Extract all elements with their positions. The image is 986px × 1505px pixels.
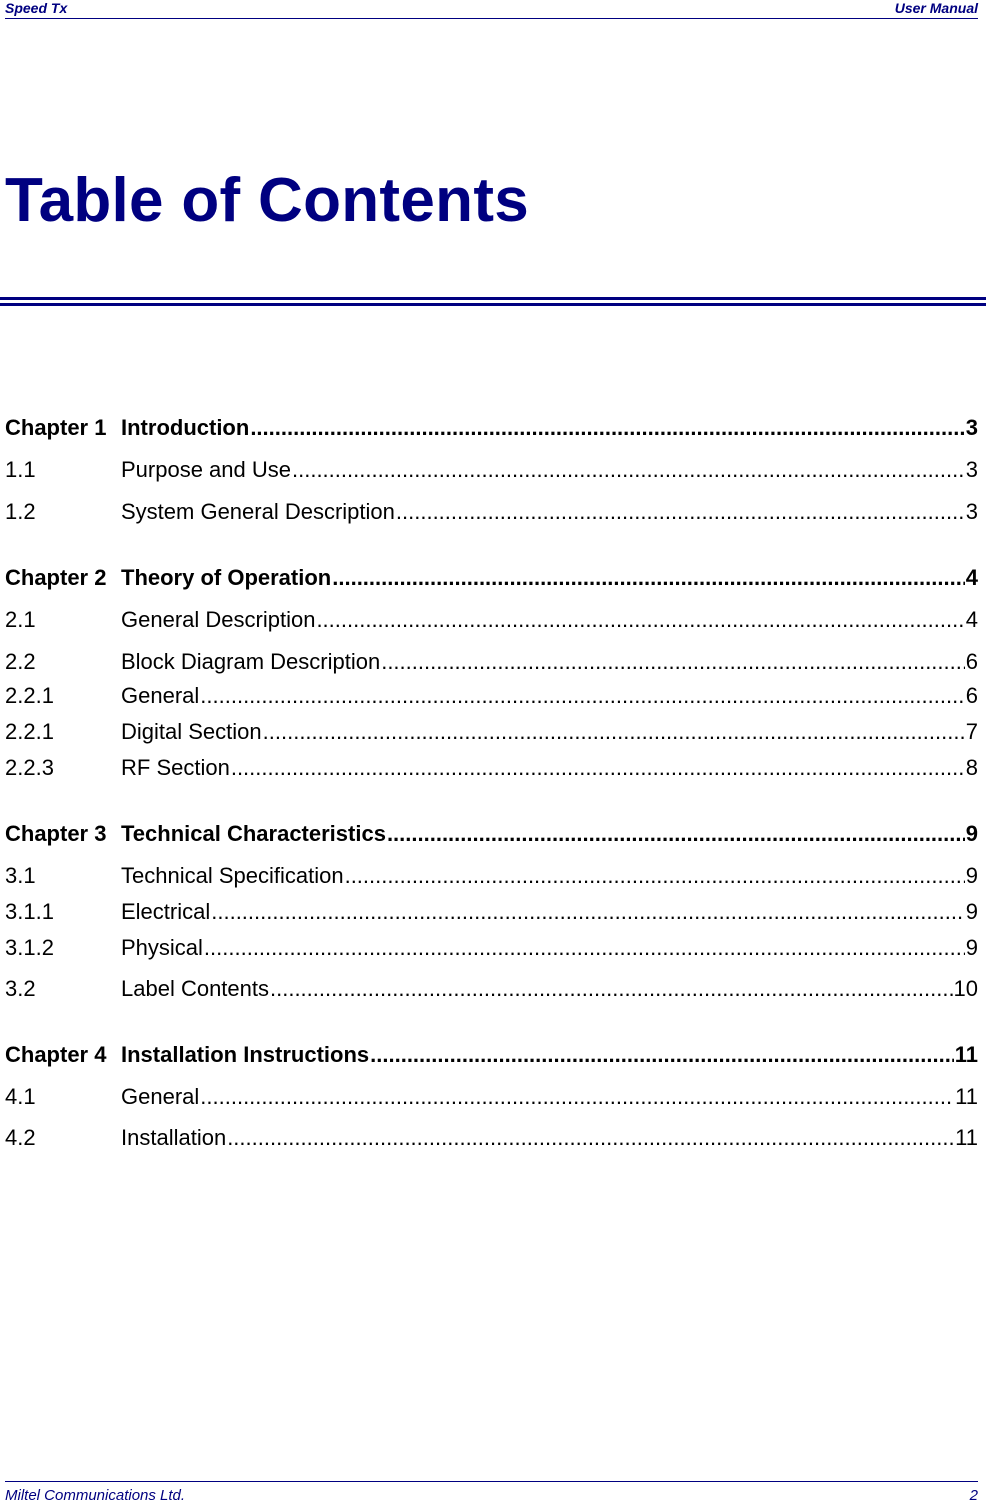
toc-leader bbox=[332, 565, 965, 591]
footer-company-name: Miltel Communications Ltd. bbox=[5, 1487, 186, 1504]
toc-page-number: 10 bbox=[953, 976, 978, 1001]
toc-number: Chapter 1 bbox=[5, 415, 107, 440]
toc-number: Chapter 3 bbox=[5, 821, 107, 846]
page-title: Table of Contents bbox=[5, 166, 530, 235]
toc-number: 2.1 bbox=[5, 607, 36, 632]
toc-heading: Technical Specification bbox=[121, 863, 344, 888]
toc-heading: Theory of Operation bbox=[121, 565, 332, 590]
toc-leader bbox=[227, 1125, 954, 1151]
toc-page-number: 6 bbox=[965, 649, 978, 674]
toc-number: 3.1 bbox=[5, 863, 36, 888]
toc-chapter-2[interactable] bbox=[5, 565, 978, 591]
toc-number: 4.1 bbox=[5, 1084, 36, 1109]
header-document-title: Speed Tx bbox=[5, 0, 68, 16]
toc-number: Chapter 4 bbox=[5, 1042, 107, 1067]
toc-number: 3.1.2 bbox=[5, 935, 54, 960]
toc-section-2-2-1-digital[interactable] bbox=[5, 719, 978, 745]
toc-heading: General bbox=[121, 683, 200, 708]
toc-page-number: 7 bbox=[965, 719, 978, 744]
toc-heading: System General Description bbox=[121, 499, 395, 524]
toc-page-number: 9 bbox=[965, 863, 978, 888]
toc-heading: Digital Section bbox=[121, 719, 262, 744]
toc-number: 2.2 bbox=[5, 649, 36, 674]
toc-number: 1.2 bbox=[5, 499, 36, 524]
toc-heading: Physical bbox=[121, 935, 203, 960]
toc-leader bbox=[387, 821, 965, 847]
toc-leader bbox=[200, 1084, 954, 1110]
toc-heading: Block Diagram Description bbox=[121, 649, 381, 674]
toc-leader bbox=[204, 935, 965, 961]
toc-leader bbox=[370, 1042, 954, 1068]
toc-number: 4.2 bbox=[5, 1125, 36, 1150]
toc-number: 3.1.1 bbox=[5, 899, 54, 924]
toc-leader bbox=[396, 499, 965, 525]
toc-number: 2.2.3 bbox=[5, 755, 54, 780]
page-footer bbox=[5, 1481, 978, 1504]
toc-leader bbox=[250, 415, 964, 441]
page-header bbox=[5, 0, 978, 19]
toc-number: 2.2.1 bbox=[5, 683, 54, 708]
toc-heading: General Description bbox=[121, 607, 316, 632]
title-divider-top bbox=[0, 297, 986, 300]
toc-page-number: 6 bbox=[965, 683, 978, 708]
toc-page-number: 9 bbox=[965, 899, 978, 924]
toc-page-number: 4 bbox=[965, 607, 978, 632]
toc-page-number: 4 bbox=[965, 565, 978, 590]
toc-number: 3.2 bbox=[5, 976, 36, 1001]
toc-leader bbox=[345, 863, 965, 889]
toc-section-2-2[interactable] bbox=[5, 649, 978, 675]
toc-section-3-1-1[interactable] bbox=[5, 899, 978, 925]
title-divider-bottom bbox=[0, 303, 986, 306]
toc-leader bbox=[292, 457, 965, 483]
toc-page-number: 3 bbox=[965, 499, 978, 524]
toc-heading: Label Contents bbox=[121, 976, 269, 1001]
toc-heading: Installation Instructions bbox=[121, 1042, 370, 1067]
toc-chapter-3[interactable] bbox=[5, 821, 978, 847]
footer-page-number: 2 bbox=[969, 1487, 978, 1504]
toc-section-1-2[interactable] bbox=[5, 499, 978, 525]
toc-heading: Installation bbox=[121, 1125, 227, 1150]
toc-page-number: 11 bbox=[955, 1084, 978, 1109]
toc-number: 1.1 bbox=[5, 457, 36, 482]
toc-heading: Introduction bbox=[121, 415, 250, 440]
toc-chapter-1[interactable] bbox=[5, 415, 978, 441]
toc-leader bbox=[316, 607, 964, 633]
toc-section-1-1[interactable] bbox=[5, 457, 978, 483]
toc-leader bbox=[200, 683, 964, 709]
toc-section-4-1[interactable] bbox=[5, 1084, 978, 1110]
toc-heading: Technical Characteristics bbox=[121, 821, 386, 846]
toc-section-3-1-2[interactable] bbox=[5, 935, 978, 961]
toc-heading: General bbox=[121, 1084, 200, 1109]
toc-section-2-1[interactable] bbox=[5, 607, 978, 633]
toc-page-number: 11 bbox=[955, 1125, 978, 1150]
toc-leader bbox=[211, 899, 965, 925]
toc-section-2-2-1-general[interactable] bbox=[5, 683, 978, 709]
toc-page-number: 11 bbox=[954, 1042, 978, 1067]
toc-page-number: 8 bbox=[965, 755, 978, 780]
toc-section-2-2-3[interactable] bbox=[5, 755, 978, 781]
toc-page-number: 9 bbox=[965, 821, 978, 846]
toc-leader bbox=[270, 976, 953, 1002]
toc-heading: Electrical bbox=[121, 899, 211, 924]
toc-section-3-1[interactable] bbox=[5, 863, 978, 889]
header-document-type: User Manual bbox=[894, 0, 978, 16]
toc-section-4-2[interactable] bbox=[5, 1125, 978, 1151]
toc-leader bbox=[263, 719, 965, 745]
toc-page-number: 3 bbox=[965, 457, 978, 482]
toc-number: Chapter 2 bbox=[5, 565, 107, 590]
toc-section-3-2[interactable] bbox=[5, 976, 978, 1002]
toc-chapter-4[interactable] bbox=[5, 1042, 978, 1068]
toc-number: 2.2.1 bbox=[5, 719, 54, 744]
toc-page-number: 3 bbox=[965, 415, 978, 440]
toc-leader bbox=[381, 649, 965, 675]
toc-heading: Purpose and Use bbox=[121, 457, 291, 482]
toc-page-number: 9 bbox=[965, 935, 978, 960]
toc-heading: RF Section bbox=[121, 755, 230, 780]
toc-leader bbox=[231, 755, 965, 781]
